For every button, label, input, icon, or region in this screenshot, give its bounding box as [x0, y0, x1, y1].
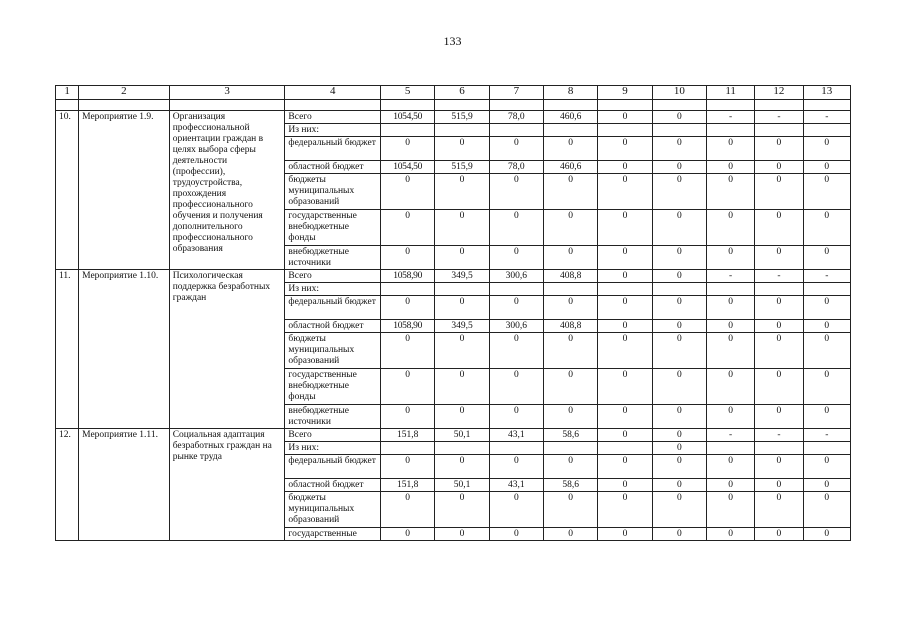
value-cell: 0: [381, 492, 435, 528]
value-cell: 300,6: [489, 320, 543, 333]
value-cell: 0: [706, 528, 754, 541]
table-row: [56, 111, 851, 124]
empty-cell: [544, 100, 598, 111]
value-cell: 0: [755, 296, 803, 320]
funding-source-label: Из них:: [285, 283, 381, 296]
value-cell: -: [803, 270, 850, 283]
value-cell: 78,0: [489, 111, 543, 124]
column-header: 7: [489, 86, 543, 100]
value-cell: 349,5: [435, 320, 489, 333]
value-cell: [803, 442, 850, 455]
value-cell: 0: [652, 369, 706, 405]
column-header: 10: [652, 86, 706, 100]
measure-name: Мероприятие 1.10.: [79, 270, 170, 429]
value-cell: -: [755, 429, 803, 442]
value-cell: [652, 124, 706, 137]
value-cell: 0: [803, 210, 850, 246]
column-header: 9: [598, 86, 652, 100]
value-cell: 0: [803, 455, 850, 479]
value-cell: 0: [803, 369, 850, 405]
funding-source-label: бюджеты муниципальных образований: [285, 174, 381, 210]
value-cell: -: [803, 429, 850, 442]
value-cell: 0: [803, 161, 850, 174]
value-cell: 0: [544, 455, 598, 479]
value-cell: 151,8: [381, 429, 435, 442]
value-cell: 0: [435, 210, 489, 246]
value-cell: [544, 124, 598, 137]
column-header: 6: [435, 86, 489, 100]
value-cell: 0: [755, 246, 803, 270]
measure-description: Психологическая поддержка безработных граждан: [169, 270, 285, 429]
funding-source-label: Всего: [285, 429, 381, 442]
value-cell: 0: [803, 246, 850, 270]
column-header: 1: [56, 86, 79, 100]
value-cell: 0: [803, 333, 850, 369]
value-cell: 0: [544, 174, 598, 210]
funding-source-label: областной бюджет: [285, 161, 381, 174]
value-cell: 0: [652, 479, 706, 492]
value-cell: 0: [435, 174, 489, 210]
measure-name: Мероприятие 1.9.: [79, 111, 170, 270]
value-cell: [803, 124, 850, 137]
value-cell: 0: [755, 320, 803, 333]
measure-name: Мероприятие 1.11.: [79, 429, 170, 541]
value-cell: 0: [489, 528, 543, 541]
value-cell: 0: [598, 333, 652, 369]
value-cell: [706, 283, 754, 296]
value-cell: [435, 124, 489, 137]
table-row: [56, 429, 851, 442]
value-cell: 78,0: [489, 161, 543, 174]
value-cell: 0: [489, 137, 543, 161]
value-cell: 0: [652, 492, 706, 528]
value-cell: 0: [381, 369, 435, 405]
value-cell: 460,6: [544, 161, 598, 174]
value-cell: 43,1: [489, 429, 543, 442]
value-cell: 151,8: [381, 479, 435, 492]
value-cell: 0: [381, 528, 435, 541]
value-cell: 0: [652, 429, 706, 442]
funding-source-label: государственные внебюджетные фонды: [285, 369, 381, 405]
column-header: 12: [755, 86, 803, 100]
value-cell: 0: [706, 479, 754, 492]
value-cell: [489, 124, 543, 137]
funding-source-label: внебюджетные источники: [285, 246, 381, 270]
value-cell: 0: [381, 246, 435, 270]
value-cell: 408,8: [544, 270, 598, 283]
value-cell: 0: [652, 111, 706, 124]
value-cell: [435, 442, 489, 455]
value-cell: 0: [544, 528, 598, 541]
value-cell: 0: [755, 405, 803, 429]
value-cell: 0: [652, 246, 706, 270]
value-cell: 0: [544, 405, 598, 429]
value-cell: 408,8: [544, 320, 598, 333]
value-cell: 0: [755, 369, 803, 405]
empty-cell: [79, 100, 170, 111]
value-cell: 0: [435, 246, 489, 270]
row-index: 11.: [56, 270, 79, 429]
value-cell: [706, 124, 754, 137]
column-header: 3: [169, 86, 285, 100]
value-cell: 0: [706, 161, 754, 174]
value-cell: 0: [755, 137, 803, 161]
value-cell: 0: [652, 174, 706, 210]
value-cell: [381, 283, 435, 296]
value-cell: [598, 124, 652, 137]
column-header: 13: [803, 86, 850, 100]
value-cell: 1058,90: [381, 270, 435, 283]
funding-source-label: Всего: [285, 270, 381, 283]
value-cell: 0: [598, 479, 652, 492]
value-cell: 0: [435, 405, 489, 429]
page-number: 133: [443, 34, 462, 48]
value-cell: 50,1: [435, 479, 489, 492]
value-cell: [489, 283, 543, 296]
empty-cell: [706, 100, 754, 111]
funding-source-label: Из них:: [285, 442, 381, 455]
value-cell: 0: [598, 246, 652, 270]
value-cell: 0: [544, 137, 598, 161]
value-cell: 0: [706, 296, 754, 320]
value-cell: 0: [803, 492, 850, 528]
value-cell: 0: [489, 405, 543, 429]
value-cell: 0: [652, 333, 706, 369]
value-cell: -: [755, 111, 803, 124]
row-index: 12.: [56, 429, 79, 541]
value-cell: 0: [706, 210, 754, 246]
value-cell: 0: [803, 320, 850, 333]
value-cell: 515,9: [435, 111, 489, 124]
value-cell: [598, 283, 652, 296]
value-cell: [381, 442, 435, 455]
value-cell: 1058,90: [381, 320, 435, 333]
value-cell: 0: [652, 455, 706, 479]
value-cell: 0: [598, 174, 652, 210]
value-cell: [652, 283, 706, 296]
value-cell: 0: [755, 174, 803, 210]
value-cell: 0: [381, 210, 435, 246]
value-cell: 0: [652, 528, 706, 541]
value-cell: 0: [435, 333, 489, 369]
column-header: 5: [381, 86, 435, 100]
value-cell: 0: [598, 210, 652, 246]
value-cell: [706, 442, 754, 455]
value-cell: 0: [544, 246, 598, 270]
value-cell: 0: [435, 455, 489, 479]
column-header: 8: [544, 86, 598, 100]
value-cell: 0: [652, 161, 706, 174]
value-cell: 0: [706, 333, 754, 369]
value-cell: 0: [803, 479, 850, 492]
value-cell: 0: [435, 137, 489, 161]
value-cell: 0: [435, 492, 489, 528]
value-cell: 0: [706, 137, 754, 161]
value-cell: -: [706, 270, 754, 283]
value-cell: 0: [706, 405, 754, 429]
value-cell: 58,6: [544, 429, 598, 442]
empty-cell: [381, 100, 435, 111]
value-cell: 0: [652, 270, 706, 283]
value-cell: 460,6: [544, 111, 598, 124]
value-cell: 0: [381, 137, 435, 161]
value-cell: 0: [381, 405, 435, 429]
value-cell: 0: [598, 296, 652, 320]
value-cell: 58,6: [544, 479, 598, 492]
value-cell: 0: [706, 174, 754, 210]
value-cell: -: [803, 111, 850, 124]
funding-source-label: федеральный бюджет: [285, 455, 381, 479]
value-cell: 0: [598, 429, 652, 442]
funding-source-label: федеральный бюджет: [285, 296, 381, 320]
value-cell: 0: [598, 161, 652, 174]
value-cell: 0: [706, 369, 754, 405]
value-cell: 0: [598, 111, 652, 124]
value-cell: [755, 283, 803, 296]
empty-cell: [755, 100, 803, 111]
value-cell: 0: [598, 270, 652, 283]
row-index: 10.: [56, 111, 79, 270]
table-row: [56, 270, 851, 283]
value-cell: 0: [598, 137, 652, 161]
value-cell: [544, 442, 598, 455]
empty-cell: [285, 100, 381, 111]
value-cell: 0: [706, 246, 754, 270]
value-cell: 0: [755, 333, 803, 369]
value-cell: 0: [489, 174, 543, 210]
value-cell: 0: [544, 492, 598, 528]
value-cell: 0: [706, 320, 754, 333]
funding-source-label: федеральный бюджет: [285, 137, 381, 161]
value-cell: -: [706, 429, 754, 442]
value-cell: 0: [652, 137, 706, 161]
value-cell: 0: [803, 174, 850, 210]
value-cell: 0: [489, 492, 543, 528]
value-cell: [435, 283, 489, 296]
value-cell: [544, 283, 598, 296]
value-cell: 0: [755, 492, 803, 528]
measure-description: Организация профессиональной ориентации граждан в целях выбора сферы деятельности (профессии), трудоустройства, прохождения профессионального обучения и получения дополнительного профессионального образования: [169, 111, 285, 270]
value-cell: 0: [435, 528, 489, 541]
value-cell: 43,1: [489, 479, 543, 492]
value-cell: 0: [435, 369, 489, 405]
value-cell: 0: [803, 137, 850, 161]
funding-source-label: бюджеты муниципальных образований: [285, 333, 381, 369]
empty-cell: [489, 100, 543, 111]
table-body: [56, 86, 851, 541]
value-cell: 0: [755, 479, 803, 492]
value-cell: 0: [706, 455, 754, 479]
spacer-row: [56, 100, 851, 111]
value-cell: 1054,50: [381, 161, 435, 174]
value-cell: 0: [598, 405, 652, 429]
value-cell: 0: [489, 210, 543, 246]
column-header: 11: [706, 86, 754, 100]
empty-cell: [169, 100, 285, 111]
funding-source-label: бюджеты муниципальных образований: [285, 492, 381, 528]
column-header: 4: [285, 86, 381, 100]
value-cell: 0: [755, 161, 803, 174]
value-cell: 0: [755, 210, 803, 246]
column-header: 2: [79, 86, 170, 100]
value-cell: [489, 442, 543, 455]
value-cell: 0: [803, 405, 850, 429]
value-cell: 0: [652, 405, 706, 429]
value-cell: 0: [544, 210, 598, 246]
value-cell: 0: [598, 455, 652, 479]
value-cell: [598, 442, 652, 455]
value-cell: 0: [755, 455, 803, 479]
value-cell: 0: [435, 296, 489, 320]
empty-cell: [598, 100, 652, 111]
value-cell: -: [755, 270, 803, 283]
empty-cell: [56, 100, 79, 111]
funding-source-label: Всего: [285, 111, 381, 124]
value-cell: 1054,50: [381, 111, 435, 124]
empty-cell: [803, 100, 850, 111]
value-cell: 0: [544, 369, 598, 405]
value-cell: 0: [489, 455, 543, 479]
value-cell: 0: [381, 296, 435, 320]
value-cell: 0: [652, 442, 706, 455]
value-cell: 0: [598, 528, 652, 541]
value-cell: 0: [803, 528, 850, 541]
empty-cell: [652, 100, 706, 111]
value-cell: 515,9: [435, 161, 489, 174]
funding-source-label: областной бюджет: [285, 479, 381, 492]
measure-description: Социальная адаптация безработных граждан на рынке труда: [169, 429, 285, 541]
value-cell: [755, 124, 803, 137]
value-cell: 0: [381, 174, 435, 210]
value-cell: 0: [598, 320, 652, 333]
funding-source-label: областной бюджет: [285, 320, 381, 333]
value-cell: 0: [755, 528, 803, 541]
empty-cell: [435, 100, 489, 111]
value-cell: 0: [598, 492, 652, 528]
value-cell: 0: [489, 369, 543, 405]
funding-source-label: государственные внебюджетные фонды: [285, 210, 381, 246]
value-cell: 300,6: [489, 270, 543, 283]
value-cell: [803, 283, 850, 296]
value-cell: 0: [652, 210, 706, 246]
value-cell: 0: [381, 333, 435, 369]
funding-source-label: Из них:: [285, 124, 381, 137]
funding-source-label: внебюджетные источники: [285, 405, 381, 429]
value-cell: 0: [489, 333, 543, 369]
value-cell: 0: [489, 246, 543, 270]
value-cell: 0: [652, 320, 706, 333]
value-cell: 0: [598, 369, 652, 405]
value-cell: [755, 442, 803, 455]
value-cell: 0: [652, 296, 706, 320]
funding-source-label: государственные: [285, 528, 381, 541]
value-cell: 0: [544, 296, 598, 320]
budget-table: [55, 85, 851, 541]
value-cell: 349,5: [435, 270, 489, 283]
value-cell: [381, 124, 435, 137]
value-cell: 0: [544, 333, 598, 369]
header-row: [56, 86, 851, 100]
value-cell: 0: [489, 296, 543, 320]
value-cell: -: [706, 111, 754, 124]
value-cell: 0: [706, 492, 754, 528]
value-cell: 0: [381, 455, 435, 479]
value-cell: 50,1: [435, 429, 489, 442]
value-cell: 0: [803, 296, 850, 320]
